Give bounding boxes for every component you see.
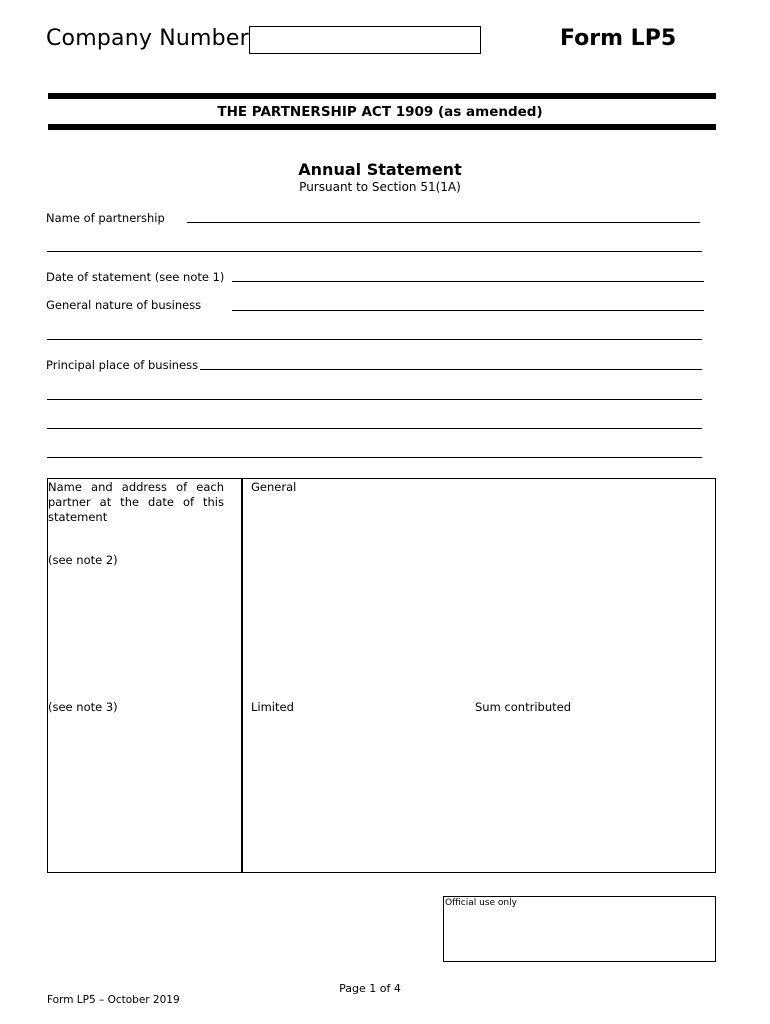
form-title: Form LP5 — [560, 26, 677, 51]
date-of-statement-label: Date of statement (see note 1) — [46, 270, 225, 284]
principal-place-line-2[interactable] — [47, 399, 702, 400]
general-nature-label: General nature of business — [46, 298, 202, 312]
official-use-label: Official use only — [445, 898, 517, 908]
see-note-2: (see note 2) — [48, 553, 118, 567]
partners-table-divider — [241, 478, 243, 873]
partners-heading: Name and address of each partner at the date of this statement — [48, 480, 224, 524]
name-of-partnership-line-2[interactable] — [47, 251, 702, 252]
statement-subtitle: Pursuant to Section 51(1A) — [299, 180, 461, 194]
name-of-partnership-label: Name of partnership — [46, 211, 165, 225]
principal-place-line-4[interactable] — [47, 457, 702, 458]
principal-place-line-3[interactable] — [47, 428, 702, 429]
general-partners-label: General — [251, 480, 297, 494]
company-number-label: Company Number — [46, 26, 249, 51]
general-nature-line-2[interactable] — [47, 339, 702, 340]
general-nature-line[interactable] — [232, 310, 704, 311]
see-note-3: (see note 3) — [48, 700, 118, 714]
bottom-rule — [48, 124, 716, 130]
statement-title: Annual Statement — [298, 160, 462, 179]
limited-partners-label: Limited — [251, 700, 294, 714]
principal-place-label: Principal place of business — [46, 358, 199, 372]
principal-place-line[interactable] — [200, 369, 702, 370]
act-title: THE PARTNERSHIP ACT 1909 (as amended) — [217, 104, 543, 120]
form-footer: Form LP5 – October 2019 — [47, 994, 180, 1006]
date-of-statement-line[interactable] — [232, 281, 704, 282]
page-number: Page 1 of 4 — [339, 982, 401, 995]
partners-table — [47, 478, 716, 873]
name-of-partnership-line[interactable] — [187, 222, 700, 223]
sum-contributed-label: Sum contributed — [475, 700, 571, 714]
top-rule — [48, 93, 716, 99]
company-number-field[interactable] — [249, 26, 481, 54]
